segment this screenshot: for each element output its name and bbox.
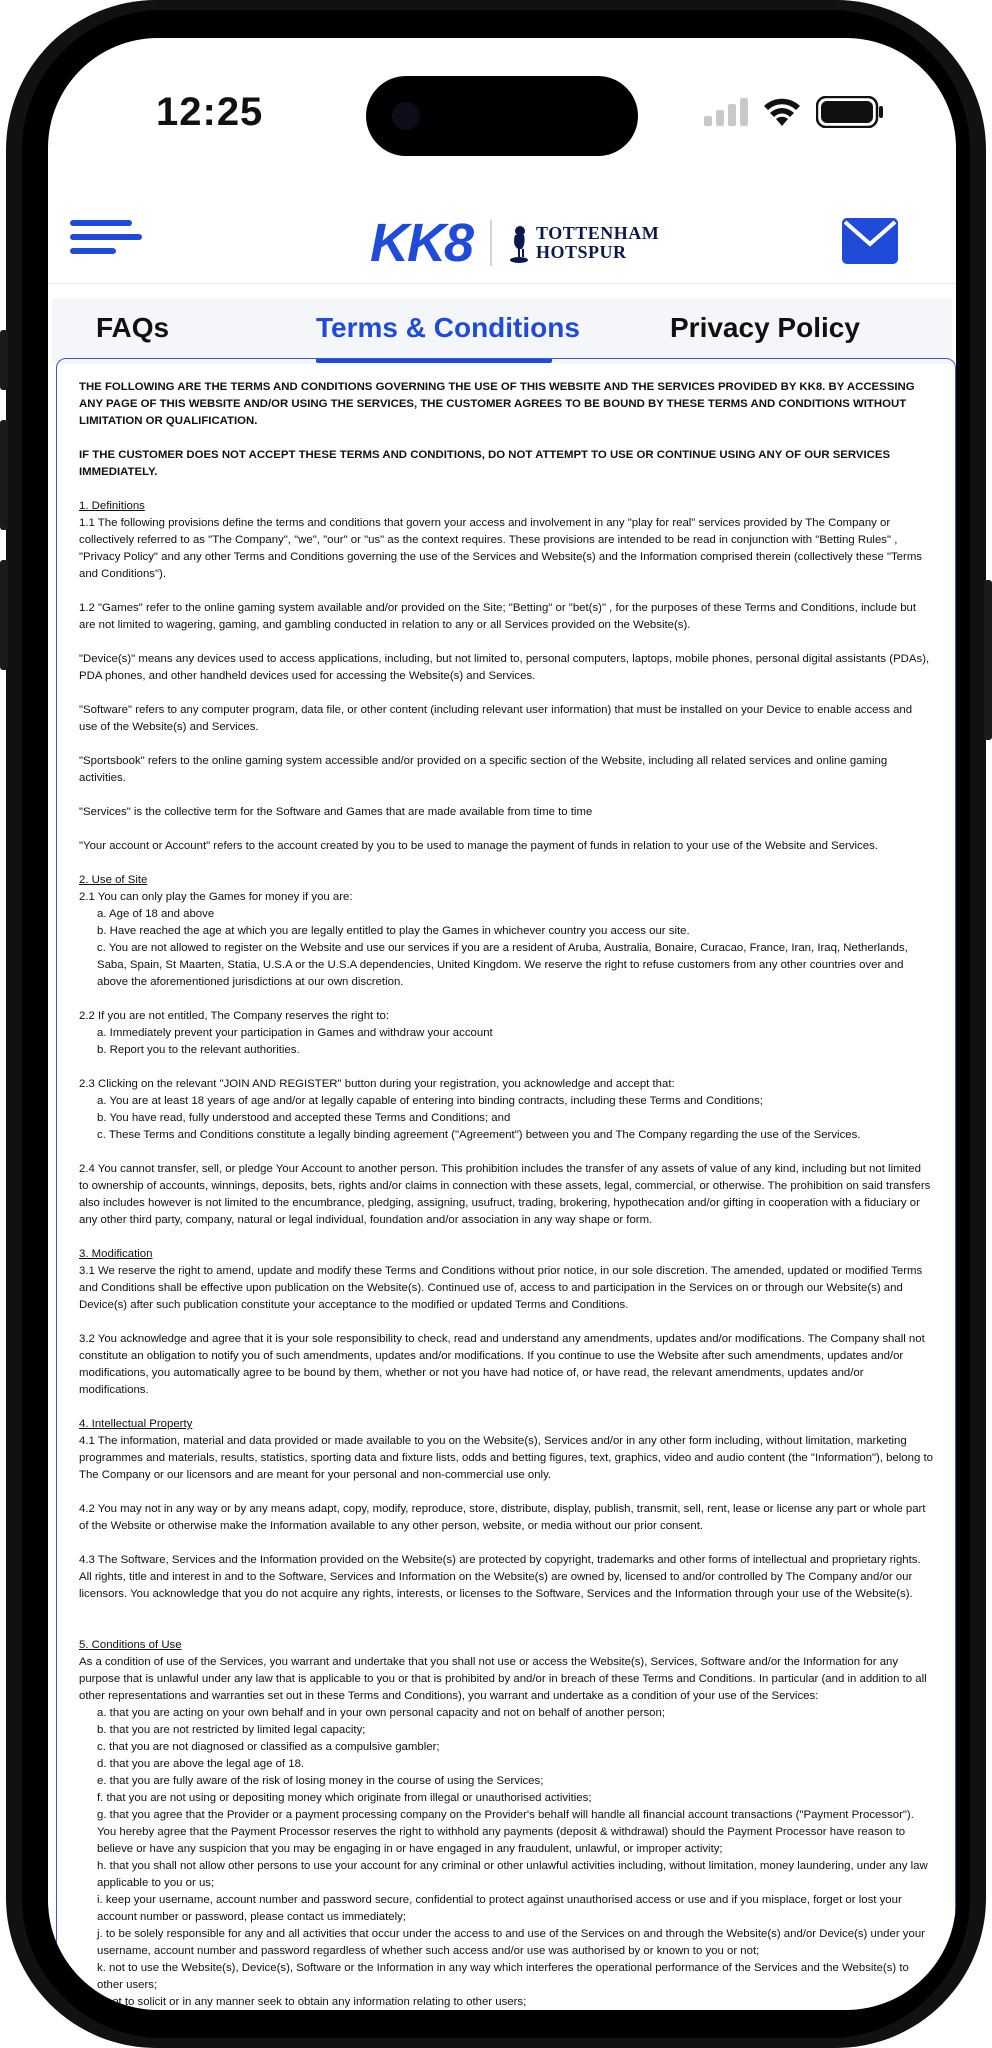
status-icons <box>704 96 884 128</box>
clause: 3.1 We reserve the right to amend, update and modify these Terms and Conditions without prior notice, in our sole discretion. The amended, updated or modified Terms and Conditions shall be effective upon publication on the Website(s). Continued use of, access to and participation in the Services on or through our Website(s) and Device(s) after such publication constitute your acceptance to the modified or updated Terms and Conditions. <box>79 1265 923 1311</box>
clause: 2.2 If you are not entitled, The Company reserves the right to: <box>79 1010 390 1022</box>
sub-clause: c. You are not allowed to register on the Website and use our services if you are a resident of Aruba, Australia, Bonaire, Curacao, France, Iran, Iraq, Netherlands, Saba, Spain, St Maarten, Statia, U.S.A or the U.S.A dependencies, United Kingdom. We reserve the right to refuse customers from any other countries over and above the aforementioned jurisdictions at our own discretion. <box>97 942 908 988</box>
wifi-icon <box>762 97 802 127</box>
sub-clause: b. You have read, fully understood and accepted these Terms and Conditions; and <box>97 1112 511 1124</box>
clause: As a condition of use of the Services, you warrant and undertake that you shall not use or access the Website(s), Services, Software and/or the Information for any purpose that is unlawful under any law that is applicable to you or that is prohibited by and/or in breach of these Terms and Conditions. In particular (and in addition to all other representations and warranties set out in these Terms and Conditions), you warrant and undertake as a condition of your use of the Services: <box>79 1656 927 1702</box>
power-button <box>984 580 992 740</box>
tab-terms-conditions[interactable]: Terms & Conditions <box>316 312 580 343</box>
tab-bar <box>52 298 952 364</box>
clause: 4.2 You may not in any way or by any means adapt, copy, modify, reproduce, store, distribute, display, publish, transmit, sell, rent, lease or license any part or whole part of the Website or otherwise make the Information available to any other person, website, or media without our prior consent. <box>79 1503 926 1532</box>
sub-clause: a. Immediately prevent your participation in Games and withdraw your account <box>97 1027 493 1039</box>
phone-frame <box>6 0 986 2048</box>
clause: 2.3 Clicking on the relevant "JOIN AND REGISTER" button during your registration, you acknowledge and accept that: <box>79 1078 675 1090</box>
partner-name-line2: HOTSPUR <box>536 242 627 262</box>
partner-name-line1: TOTTENHAM <box>536 223 660 243</box>
status-time: 12:25 <box>156 90 264 134</box>
hamburger-icon[interactable] <box>70 220 142 260</box>
section-heading: 5. Conditions of Use <box>79 1639 182 1651</box>
sub-clause: b. that you are not restricted by limited legal capacity; <box>97 1724 366 1736</box>
camera-icon <box>392 102 420 130</box>
clause: "Software" refers to any computer program, data file, or other content (including relevant user information) that must be installed on your Device to enable access and use of the Website(s) and Services. <box>79 704 913 733</box>
tab-faqs[interactable]: FAQs <box>96 312 170 343</box>
sub-clause: a. that you are acting on your own behalf and in your own personal capacity and not on behalf of another person; <box>97 1707 666 1719</box>
sub-clause: b. Report you to the relevant authorities. <box>97 1044 300 1056</box>
clause: "Device(s)" means any devices used to access applications, including, but not limited to, personal computers, laptops, mobile phones, personal digital assistants (PDAs), PDA phones, and other handheld devices used for accessing the Website(s) and Services. <box>79 653 930 682</box>
sub-clause: l. not to solicit or in any manner seek to obtain any information relating to other users; <box>97 1996 527 2008</box>
sub-clause: c. that you are not diagnosed or classified as a compulsive gambler; <box>97 1741 440 1753</box>
logo[interactable] <box>370 212 659 274</box>
sub-clause: b. Have reached the age at which you are legally entitled to play the Games in whichever country you access our site. <box>97 925 690 937</box>
clause: 4.1 The information, material and data provided or made available to you on the Website(s), Services and/or in any other form including, without limitation, marketing programmes and materials, results, statistics, sporting data and fixture lists, odds and betting figures, text, graphics, video and audio content (the "Information"), belong to The Company or our licensors and are meant for your personal and non-commercial use only. <box>79 1435 933 1481</box>
battery-icon <box>816 96 884 128</box>
section-heading: 3. Modification <box>79 1248 153 1260</box>
clause: "Sportsbook" refers to the online gaming system accessible and/or provided on a specific section of the Website, including all related services and online gaming activities. <box>79 755 888 784</box>
logo-divider <box>490 220 492 266</box>
clause: 1.2 "Games" refer to the online gaming system available and/or provided on the Site; "Betting" or "bet(s)" , for the purposes of these Terms and Conditions, include but are not limited to wagering, gaming, and gambling conducted in relation to any or all Services provided on the Website(s). <box>79 602 917 631</box>
clause: "Your account or Account" refers to the account created by you to be used to manage the payment of funds in relation to your use of the Website and Services. <box>79 840 878 852</box>
cockerel-icon <box>508 223 530 263</box>
section-heading: 4. Intellectual Property <box>79 1418 193 1430</box>
clause: 3.2 You acknowledge and agree that it is your sole responsibility to check, read and understand any amendments, updates and/or modifications. The Company shall not constitute an obligation to notify you of such amendments, updates and/or modifications. If you continue to use the Website after such amendments, updates and/or modifications, you automatically agree to be bound by them, whether or not you have had notice of, or have read, the relevant amendments, updates and/or modifications. <box>79 1333 925 1396</box>
screen <box>48 38 956 2010</box>
sub-clause: f. that you are not using or depositing money which originate from illegal or unauthorised activities; <box>97 1792 592 1804</box>
sub-clause: c. These Terms and Conditions constitute a legally binding agreement ("Agreement") between you and The Company regarding the use of the Services. <box>97 1129 861 1141</box>
sub-clause: g. that you agree that the Provider or a payment processing company on the Provider's behalf will handle all financial account transactions ("Payment Processor"). You hereby agree that the Payment Processor reserves the right to withhold any payments (deposit & withdrawal) should the Payment Processor have reason to believe or have any suspicion that you may be engaging in or have engaged in any fraudulent, unlawful, or improper activity; <box>97 1809 914 1855</box>
clause: 4.3 The Software, Services and the Information provided on the Website(s) are protected by copyright, trademarks and other forms of intellectual and proprietary rights. All rights, title and interest in and to the Software, Services and Information on the Website(s) are owned by, licensed to and/or controlled by The Company and/or our licensors. You acknowledge that you do not acquire any rights, interests, or licenses to the Software, Services and the Information through your use of the Website(s). <box>79 1554 921 1600</box>
clause: 1.1 The following provisions define the terms and conditions that govern your access and involvement in any "play for real" services provided by The Company or collectively referred to as "The Company", "we", "our" or "us" as the context requires. These provisions are intended to be read in conjunction with "Betting Rules" , "Privacy Policy" and any other Terms and Conditions governing the use of the Services and Website(s) and the Information comprised therein (collectively these "Terms and Conditions"). <box>79 517 922 580</box>
clause: 2.4 You cannot transfer, sell, or pledge Your Account to another person. This prohibition includes the transfer of any assets of value of any kind, including but not limited to ownership of accounts, winnings, deposits, bets, rights and/or claims in connection with these assets, legal, commercial, or otherwise. The prohibition on said transfers also includes however is not limited to the encumbrance, pledging, assigning, usufruct, trading, brokering, hypothecation and/or gifting in cooperation with a fiduciary or any other third party, company, natural or legal individual, foundation and/or association in any way shape or form. <box>79 1163 931 1226</box>
sub-clause: e. that you are fully aware of the risk of losing money in the course of using the Services; <box>97 1775 544 1787</box>
clause: "Services" is the collective term for the Software and Games that are made available from time to time <box>79 806 593 818</box>
terms-intro-warning: IF THE CUSTOMER DOES NOT ACCEPT THESE TERMS AND CONDITIONS, DO NOT ATTEMPT TO USE OR CONTINUE USING ANY OF OUR SERVICES IMMEDIATELY. <box>79 449 891 478</box>
dynamic-island <box>366 76 638 156</box>
clause: 2.1 You can only play the Games for money if you are: <box>79 891 353 903</box>
section-heading: 1. Definitions <box>79 500 145 512</box>
partner-logo <box>508 223 659 263</box>
signal-icon <box>704 98 748 126</box>
terms-content[interactable] <box>56 358 956 2010</box>
terms-intro: THE FOLLOWING ARE THE TERMS AND CONDITIONS GOVERNING THE USE OF THIS WEBSITE AND THE SERVICES PROVIDED BY KK8. BY ACCESSING ANY PAGE OF THIS WEBSITE AND/OR USING THE SERVICES, THE CUSTOMER AGREES TO BE BOUND BY THESE TERMS AND CONDITIONS WITHOUT LIMITATION OR QUALIFICATION. <box>79 381 915 427</box>
logo-kk8: KK8 <box>370 213 473 273</box>
sub-clause: d. that you are above the legal age of 18. <box>97 1758 305 1770</box>
sub-clause: h. that you shall not allow other persons to use your account for any criminal or other unlawful activities including, without limitation, money laundering, under any law applicable to you or us; <box>97 1860 928 1889</box>
tab-privacy-policy[interactable]: Privacy Policy <box>670 312 860 343</box>
volume-down-button <box>0 560 8 670</box>
mail-icon[interactable] <box>842 218 898 264</box>
section-heading: 2. Use of Site <box>79 874 148 886</box>
sub-clause: j. to be solely responsible for any and all activities that occur under the access to and use of the Services on and through the Website(s) and/or Device(s) under your username, account number and password regardless of whether such access and/or use was authorised by or known to you or not; <box>97 1928 925 1957</box>
mute-switch <box>0 330 8 390</box>
app-header <box>48 168 956 284</box>
sub-clause: k. not to use the Website(s), Device(s), Software or the Information in any way which interferes the operational performance of the Services and the Website(s) to other users; <box>97 1962 909 1991</box>
sub-clause: i. keep your username, account number and password secure, confidential to protect against unauthorised access or use and if you misplace, forget or lost your account number or password, please contact us immediately; <box>97 1894 902 1923</box>
sub-clause: a. Age of 18 and above <box>97 908 215 920</box>
volume-up-button <box>0 420 8 530</box>
sub-clause: a. You are at least 18 years of age and/or at legally capable of entering into binding contracts, including these Terms and Conditions; <box>97 1095 763 1107</box>
